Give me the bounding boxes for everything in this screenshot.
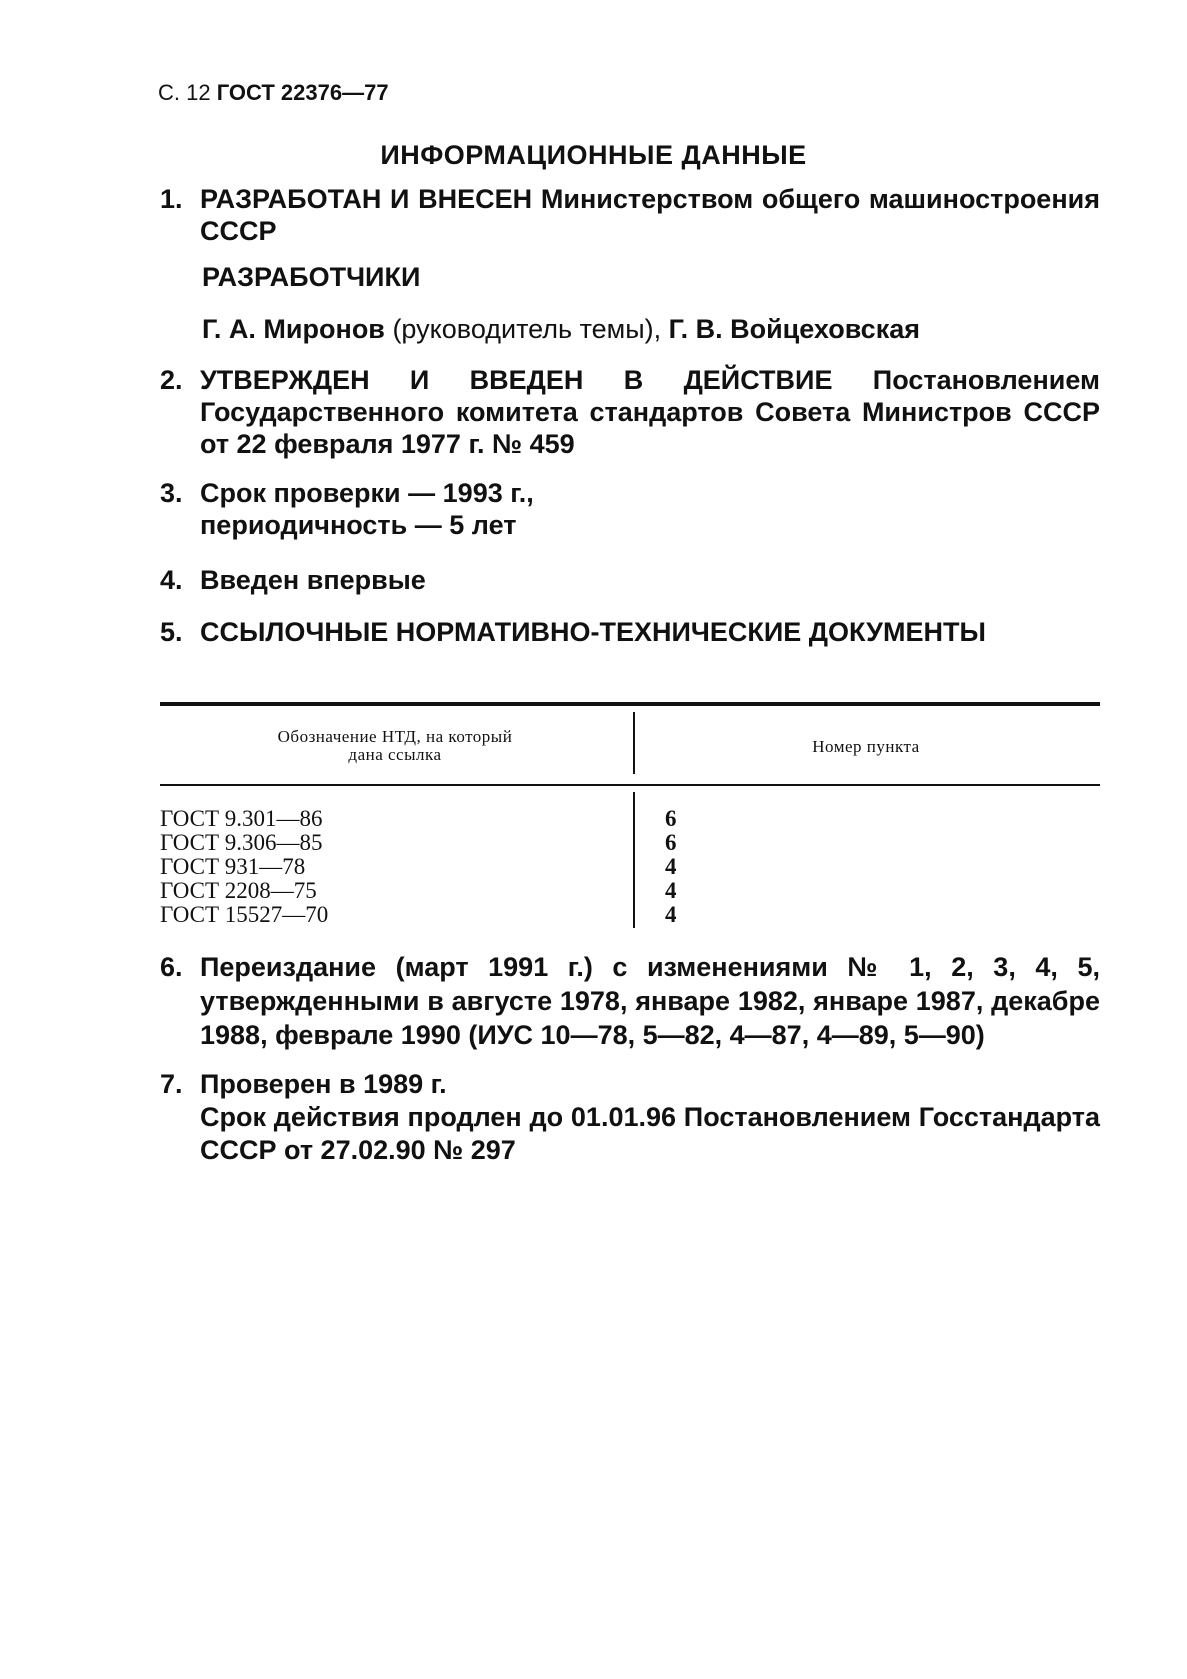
item-7-line-1: Проверен в 1989 г. xyxy=(200,1069,447,1099)
table-row-doc: ГОСТ 931—78 xyxy=(160,854,306,879)
item-2-bold: УТВЕРЖДЕН И ВВЕДЕН В ДЕЙСТВИЕ xyxy=(200,365,833,395)
developer-1-name: Г. А. Миронов xyxy=(202,314,385,344)
table-row-point: 4 xyxy=(665,854,677,879)
page-header xyxy=(158,80,389,106)
item-1-number: 1. xyxy=(160,184,183,214)
item-3-line-1: Срок проверки — 1993 г., xyxy=(200,478,534,508)
page-number: С. 12 xyxy=(158,80,211,105)
table-row-point: 4 xyxy=(665,902,677,927)
item-4-number: 4. xyxy=(160,565,183,595)
standard-number: ГОСТ 22376—77 xyxy=(216,80,389,105)
item-7 xyxy=(160,1068,1100,1167)
item-6 xyxy=(160,950,1100,1052)
page-title: ИНФОРМАЦИОННЫЕ ДАННЫЕ xyxy=(380,140,807,170)
table-row-doc: ГОСТ 2208—75 xyxy=(160,878,317,903)
table-row-point: 6 xyxy=(665,830,677,855)
item-2-text: Постановлением Государственного комитета стандартов Совета Министров СССР от 22 февраля 1977 г. № 459 xyxy=(200,365,1100,459)
table-row-doc: ГОСТ 9.306—85 xyxy=(160,830,323,855)
item-3-line-2: периодичность — 5 лет xyxy=(200,510,517,540)
item-2-number: 2. xyxy=(160,365,183,395)
item-6-number: 6. xyxy=(160,952,183,982)
item-5-number: 5. xyxy=(160,617,183,647)
item-7-text: Срок действия продлен до 01.01.96 Постановлением Госстандарта СССР от 27.02.90 № 297 xyxy=(200,1102,1100,1165)
developers-list xyxy=(202,314,920,345)
item-3-number: 3. xyxy=(160,478,183,508)
item-7-number: 7. xyxy=(160,1069,183,1099)
item-6-text: Переиздание (март 1991 г.) с изменениями № 1, 2, 3, 4, 5, утвержденными в августе 1978, январе 1982, январе 1987, декабре 1988, феврале 1990 (ИУС 10—78, 5—82, 4—87, 4—89, 5—90) xyxy=(200,952,1100,1050)
item-5 xyxy=(160,616,1100,648)
item-5-text: ССЫЛОЧНЫЕ НОРМАТИВНО-ТЕХНИЧЕСКИЕ ДОКУМЕНТЫ xyxy=(200,617,986,647)
item-1 xyxy=(160,183,1100,247)
developers-heading: РАЗРАБОТЧИКИ xyxy=(202,262,421,292)
table-top-rule xyxy=(160,702,1100,706)
table-header-left-line-2: дана ссылка xyxy=(348,745,442,764)
table-header-left-line-1: Обозначение НТД, на который xyxy=(277,727,513,746)
table-body-divider xyxy=(633,792,635,928)
item-4-text: Введен впервые xyxy=(200,565,426,595)
item-1-text: Министерством общего машиностроения СССР xyxy=(200,184,1100,246)
item-3 xyxy=(160,477,1100,541)
table-header-right: Номер пункта xyxy=(812,737,920,756)
item-2 xyxy=(160,364,1100,460)
developer-1-role: (руководитель темы), xyxy=(392,314,662,344)
table-row-point: 4 xyxy=(665,878,677,903)
table-header-left xyxy=(160,728,630,764)
table-header-rule xyxy=(160,784,1100,786)
item-1-bold: РАЗРАБОТАН И ВНЕСЕН xyxy=(200,184,533,214)
table-row-doc: ГОСТ 9.301—86 xyxy=(160,806,323,831)
item-4 xyxy=(160,564,1100,596)
developer-2-name: Г. В. Войцеховская xyxy=(668,314,920,344)
table-row-point: 6 xyxy=(665,806,677,831)
table-header-divider xyxy=(633,712,635,774)
table-row-doc: ГОСТ 15527—70 xyxy=(160,902,329,927)
